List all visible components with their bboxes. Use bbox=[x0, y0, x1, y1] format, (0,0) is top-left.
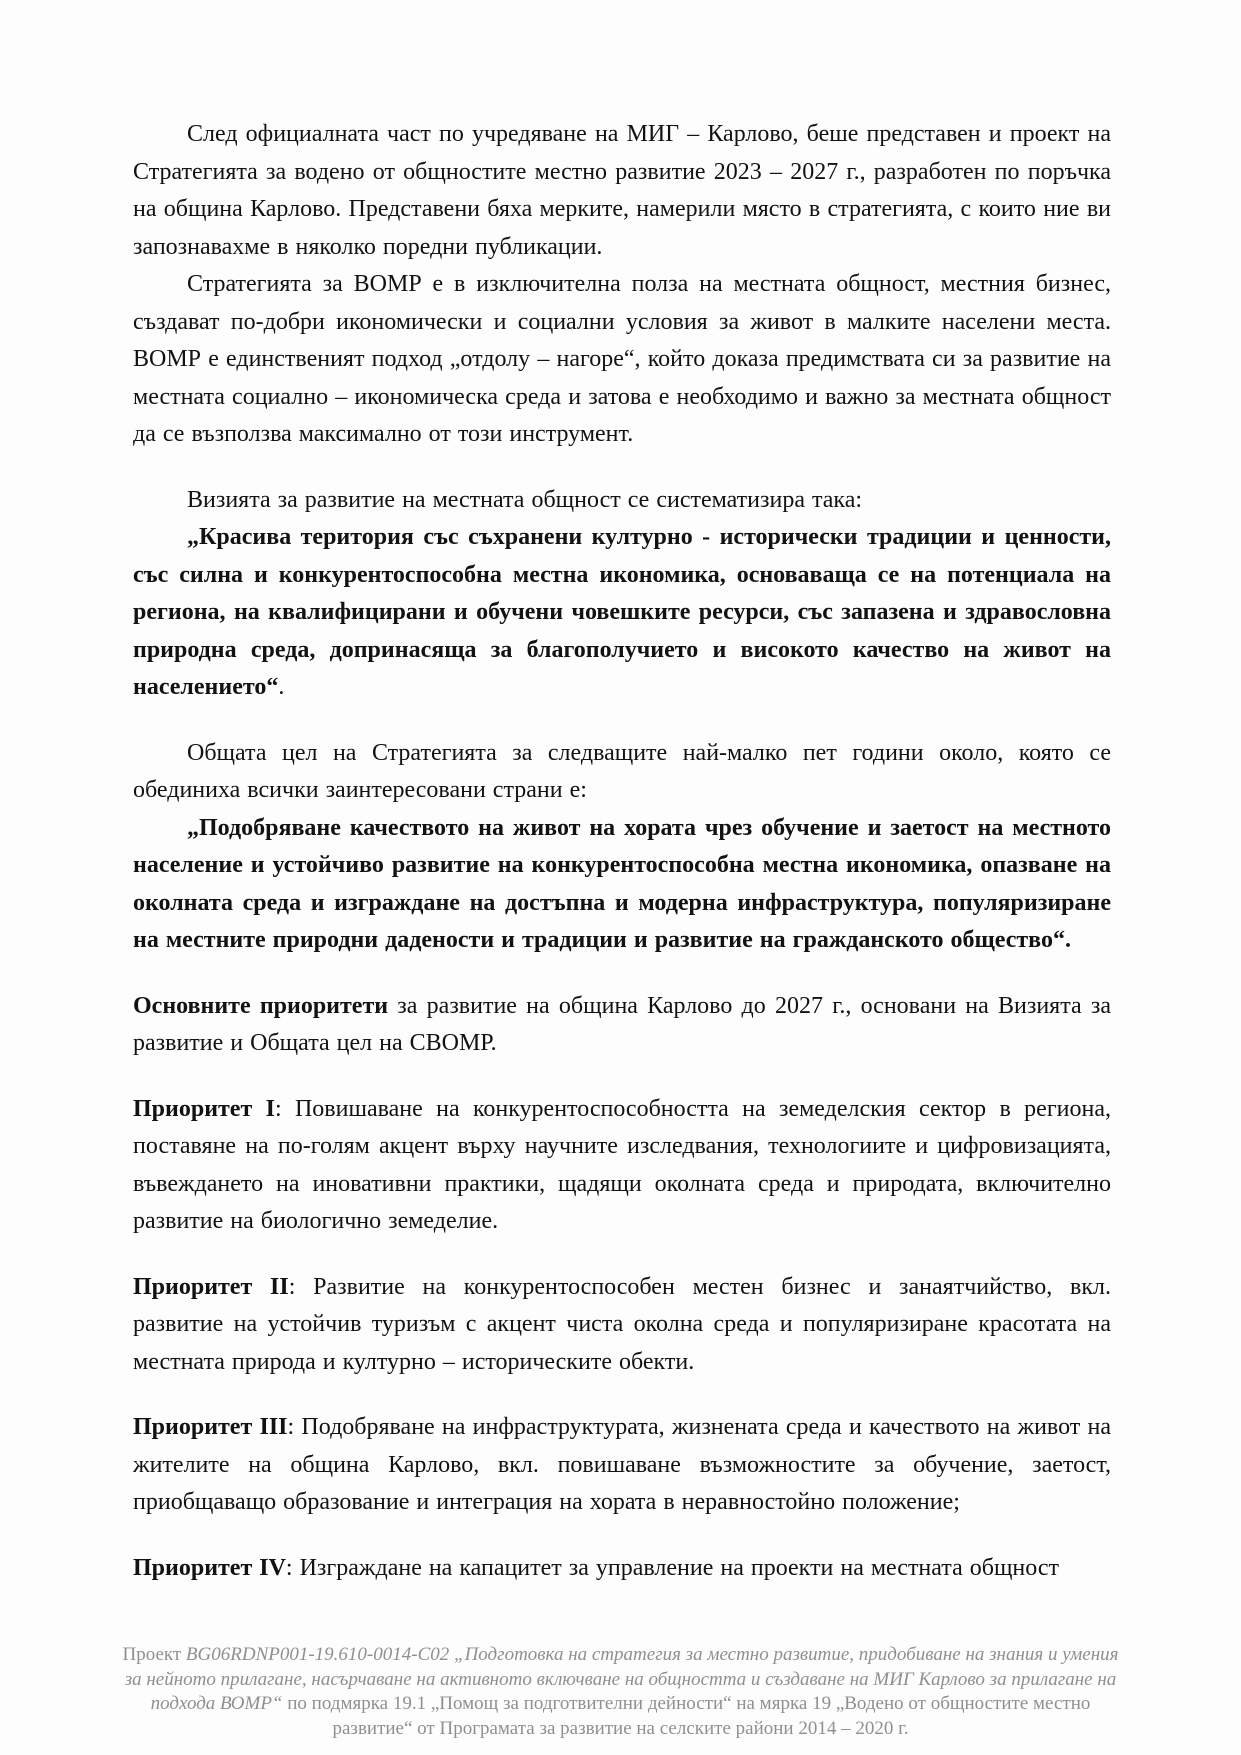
text-run: : Повишаване на конкурентоспособността на земеделския сектор в региона, поставяне на по-голям акцент върху научните изследвания, технологиите и цифровизацията, въвеждането на иновативни практики, щадящи околната среда и природата, включително развитие на биологично земеделие. bbox=[133, 1095, 1111, 1234]
paragraph-priority-4 bbox=[133, 1550, 1111, 1588]
text-run: След официалната част по учредяване на МИГ – Карлово, беше представен и проект на Стратегията за водено от общностите местно развитие 2023 – 2027 г., разработен по поръчка на община Карлово. Представени бяха мерките, намерили място в стратегията, с които ние ви запознавахме в няколко поредни публикации. bbox=[133, 121, 1111, 260]
text-run-bold: Основните приоритети bbox=[133, 992, 389, 1019]
footer-text-run: по подмярка 19.1 „Помощ за подготвителни дейности“ на мярка 19 „Водено от общностите местно развитие“ от Програмата за развитие на селските райони 2014 – 2020 г. bbox=[282, 1693, 1091, 1739]
paragraph-priority-2 bbox=[133, 1269, 1111, 1382]
paragraph-vomr-benefit bbox=[133, 266, 1111, 454]
page-footer bbox=[0, 1643, 1241, 1741]
text-run: Визията за развитие на местната общност се систематизира така: bbox=[187, 486, 863, 513]
text-run-bold: Приоритет IV bbox=[133, 1554, 286, 1581]
text-run: : Изграждане на капацитет за управление на проекти на местната общност bbox=[285, 1554, 1060, 1581]
text-run: Общата цел на Стратегията за следващите най-малко пет години около, която се обединиха всички заинтересовани страни е: bbox=[133, 739, 1111, 803]
paragraph-vision-lead bbox=[133, 482, 1111, 520]
text-run-bold: „Красива територия със съхранени културно - исторически традиции и ценности, със силна и конкурентоспособна местна икономика, основаваща се на потенциала на региона, на квалифицирани и обучени човешките ресурси, със запазена и здравословна природна среда, допринасяща за благополучието и високото качество на живот на населението“ bbox=[133, 524, 1111, 700]
text-run: . bbox=[278, 674, 285, 700]
paragraph-goal-lead bbox=[133, 735, 1111, 810]
text-run: : Подобряване на инфраструктурата, жизнената среда и качеството на живот на жителите на община Карлово, вкл. повишаване възможностите за обучение, заетост, приобщаващо образование и интеграция на хората в неравностойно положение; bbox=[133, 1414, 1111, 1515]
paragraph-priority-3 bbox=[133, 1409, 1111, 1522]
text-run-bold: „Подобряване качеството на живот на хората чрез обучение и заетост на местното население и устойчиво развитие на конкурентоспособна местна икономика, опазване на околната среда и изграждане на достъпна и модерна инфраструктура, популяризиране на местните природни дадености и традиции и развитие на гражданското общество“. bbox=[133, 814, 1111, 953]
footer-project-id-run: BG06RDNP001-19.610-0014-C02 „Подготовка на стратегия за местно развитие, придобиване на знания и умения за нейното прилагане, насърчаване на активното включване на общността и създаване на МИГ Карлово за прилагане на подхода ВОМР“ bbox=[124, 1644, 1119, 1714]
text-run: за развитие на община Карлово до 2027 г., основани на Визията за развитие и Общата цел на СВОМР. bbox=[133, 992, 1111, 1056]
paragraph-priorities-lead bbox=[133, 988, 1111, 1063]
text-run: : Развитие на конкурентоспособен местен бизнес и занаятчийство, вкл. развитие на устойчив туризъм с акцент чиста околна среда и популяризиране красотата на местната природа и културно – историческите обекти. bbox=[133, 1273, 1112, 1375]
text-run-bold: Приоритет I bbox=[133, 1095, 275, 1122]
paragraph-goal-statement bbox=[133, 810, 1111, 960]
footer-text-run: Проект bbox=[122, 1644, 186, 1665]
paragraph-priority-1 bbox=[133, 1091, 1111, 1241]
text-run-bold: Приоритет III bbox=[133, 1414, 288, 1440]
paragraph-vision-statement bbox=[133, 519, 1111, 707]
paragraph-intro bbox=[133, 116, 1111, 266]
text-run: Стратегията за ВОМР е в изключителна полза на местната общност, местния бизнес, създават по-добри икономически и социални условия за живот в малките населени места. ВОМР е единственият подход „отдолу – нагоре“, който доказа предимствата си за развитие на местната социално – икономическа среда и затова е необходимо и важно за местната общност да се възползва максимално от този инструмент. bbox=[133, 271, 1111, 447]
text-run-bold: Приоритет II bbox=[133, 1273, 289, 1300]
